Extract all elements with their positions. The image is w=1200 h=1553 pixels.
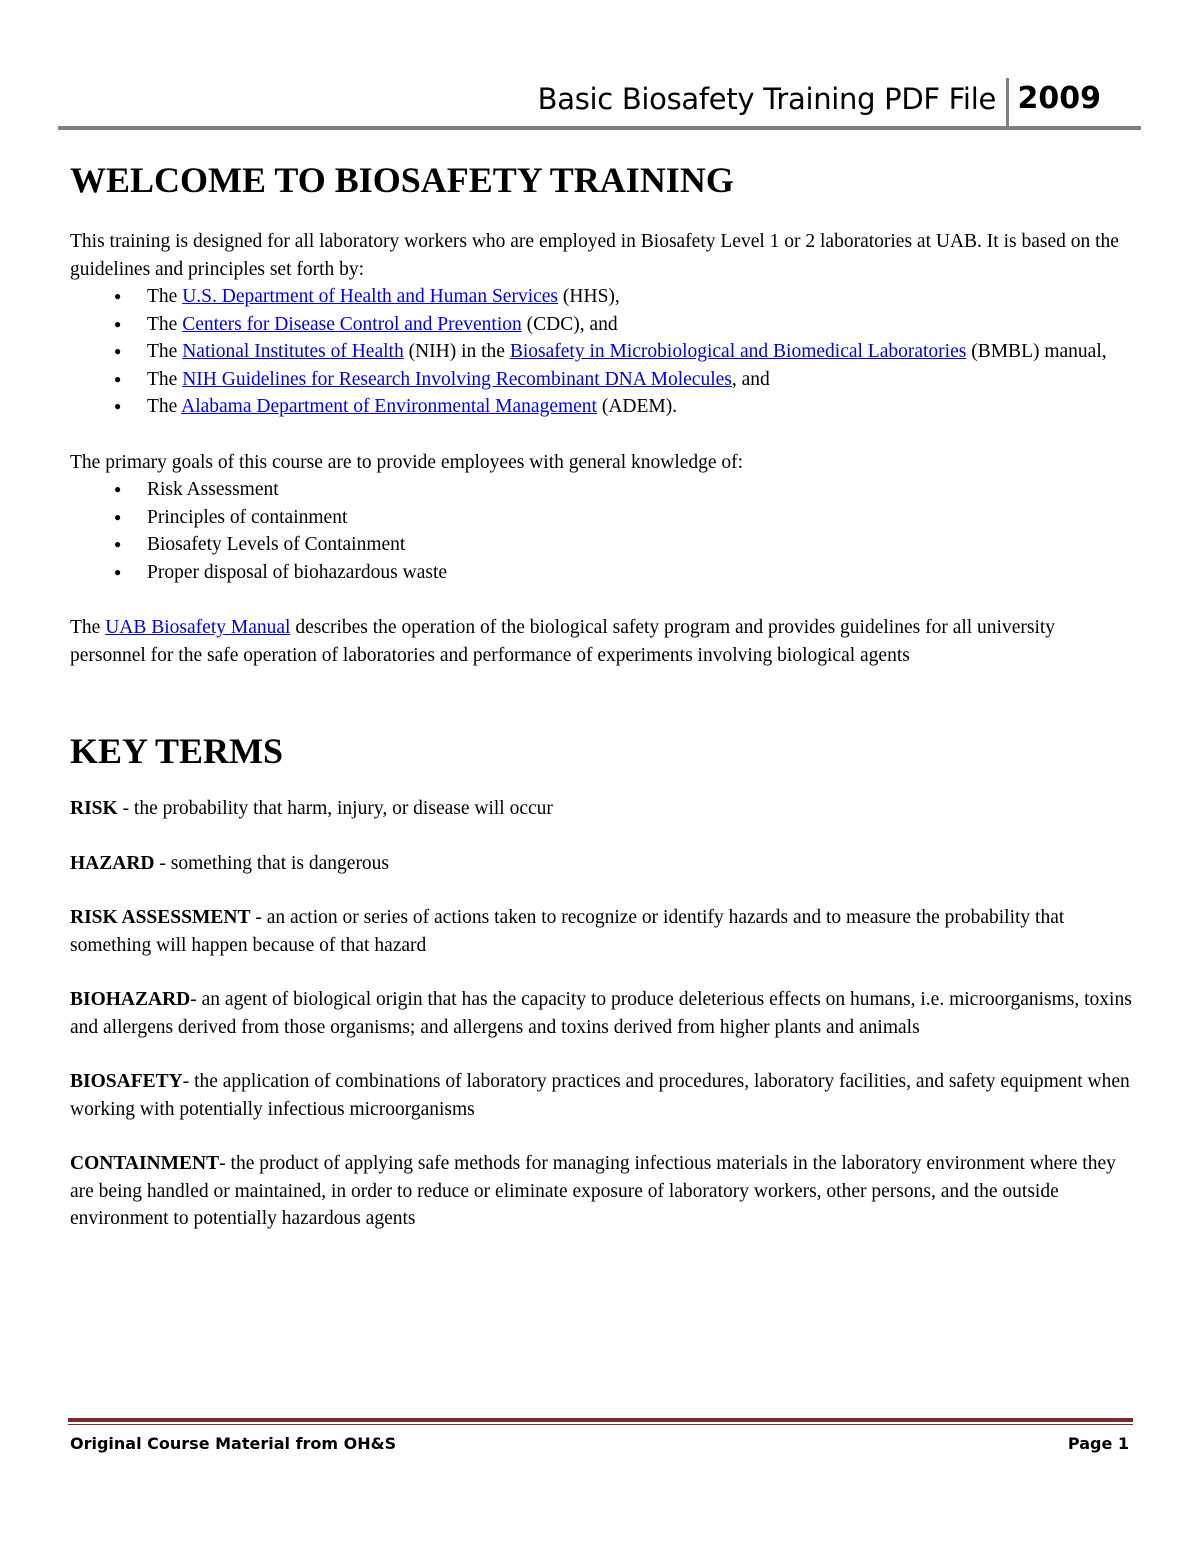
goal-item: ● Risk Assessment <box>70 476 1135 504</box>
goal-item: ● Principles of containment <box>70 504 1135 532</box>
manual-paragraph: The UAB Biosafety Manual describes the operation of the biological safety program and provides guidelines for all university personnel for the safe operation of laboratories and performance of experiments involving biological agents <box>70 617 1056 666</box>
source-item-nih-guidelines: ● The NIH Guidelines for Research Involving Recombinant DNA Molecules, and <box>70 366 1135 394</box>
term-label: RISK ASSESSMENT <box>70 907 251 928</box>
footer-source: Original Course Material from OH&S <box>70 1434 397 1453</box>
term-label: BIOHAZARD <box>70 989 191 1010</box>
term-definition: - an action or series of actions taken to recognize or identify hazards and to measure the probability that something will happen because of that hazard <box>70 907 1065 956</box>
source-item-hhs: ● The U.S. Department of Health and Human Services (HHS), <box>70 283 1135 311</box>
footer-rule <box>68 1418 1133 1422</box>
source-item-adem: ● The Alabama Department of Environmental Management (ADEM). <box>70 393 1135 421</box>
term-hazard <box>70 850 1135 878</box>
term-label: HAZARD <box>70 852 155 874</box>
key-terms-heading: KEY TERMS <box>70 731 284 771</box>
term-containment <box>70 1150 1135 1233</box>
page-content <box>70 158 1135 1260</box>
term-label: CONTAINMENT <box>70 1153 220 1174</box>
header-separator <box>1006 78 1009 126</box>
link-adem[interactable]: Alabama Department of Environmental Management <box>181 396 597 417</box>
link-bmbl[interactable]: Biosafety in Microbiological and Biomedical Laboratories <box>509 341 967 362</box>
goals-intro: The primary goals of this course are to provide employees with general knowledge of: <box>70 451 744 473</box>
term-definition: - something that is dangerous <box>154 852 390 874</box>
header-title: Basic Biosafety Training PDF File <box>537 82 996 116</box>
header-year: 2009 <box>1017 81 1101 116</box>
footer-rule-thin <box>68 1424 1133 1425</box>
source-item-cdc: ● The Centers for Disease Control and Prevention (CDC), and <box>70 311 1135 339</box>
term-definition: - an agent of biological origin that has the capacity to produce deleterious effects on humans, i.e. microorganisms, toxins and allergens derived from those organisms; and allergens and toxins derived from higher plants and animals <box>70 989 1132 1038</box>
welcome-heading: WELCOME TO BIOSAFETY TRAINING <box>70 160 734 200</box>
header-rule <box>58 126 1141 130</box>
link-nih-guidelines[interactable]: NIH Guidelines for Research Involving Recombinant DNA Molecules <box>182 368 732 390</box>
term-definition: - the product of applying safe methods for managing infectious materials in the laboratory environment where they are being handled or maintained, in order to reduce or eliminate exposure of laboratory workers, other persons, and the outside environment to potentially hazardous agents <box>70 1153 1116 1229</box>
goal-item: ● Biosafety Levels of Containment <box>70 531 1135 559</box>
term-biosafety <box>70 1068 1135 1123</box>
term-label: BIOSAFETY <box>70 1071 183 1092</box>
term-definition: - the application of combinations of laboratory practices and procedures, laboratory facilities, and safety equipment when working with potentially infectious microorganisms <box>70 1071 1130 1120</box>
term-biohazard <box>70 986 1135 1041</box>
goal-item: ● Proper disposal of biohazardous waste <box>70 559 1135 587</box>
term-definition: - the probability that harm, injury, or disease will occur <box>117 798 553 819</box>
intro-paragraph: This training is designed for all laboratory workers who are employed in Biosafety Level 1 or 2 laboratories at UAB. It is based on the guidelines and principles set forth by: <box>70 231 1119 280</box>
link-hhs[interactable]: U.S. Department of Health and Human Services <box>182 286 559 307</box>
sources-list <box>70 283 1135 421</box>
link-uab-manual[interactable]: UAB Biosafety Manual <box>105 617 291 638</box>
term-label: RISK <box>70 798 118 819</box>
page-number: Page 1 <box>1067 1434 1129 1453</box>
goals-list <box>70 476 1135 586</box>
page-header <box>58 78 1141 130</box>
link-nih[interactable]: National Institutes of Health <box>182 341 404 362</box>
source-item-nih: ● The National Institutes of Health (NIH) in the Biosafety in Microbiological and Biomedical Laboratories (BMBL) manual, <box>70 338 1135 366</box>
link-cdc[interactable]: Centers for Disease Control and Prevention <box>182 313 522 335</box>
term-risk-assessment <box>70 904 1135 959</box>
term-risk <box>70 795 1135 823</box>
